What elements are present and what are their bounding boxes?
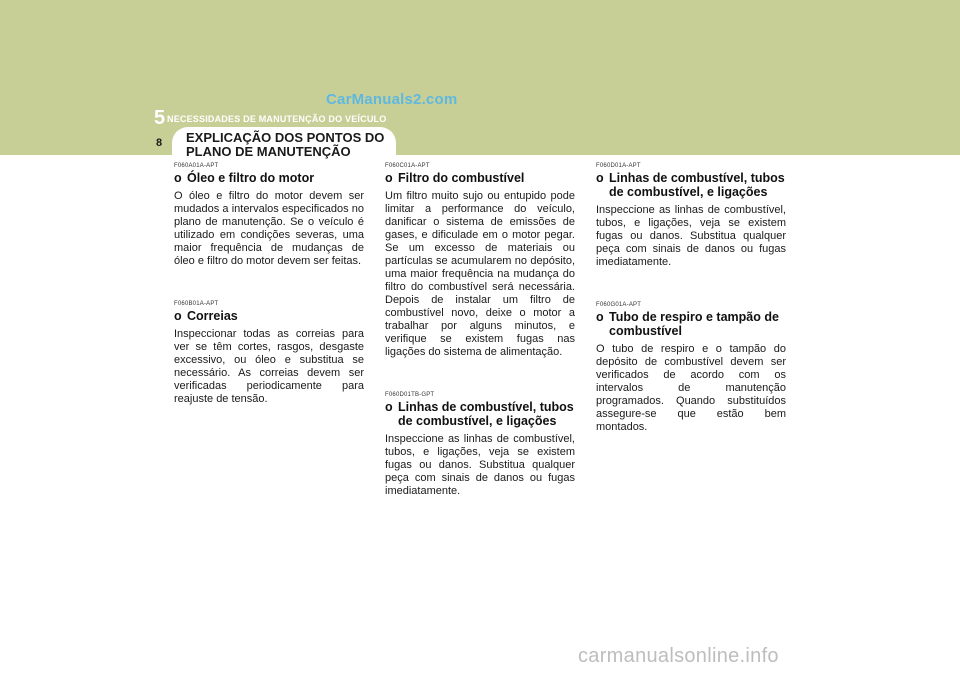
bullet-icon: o <box>174 171 182 185</box>
item-text: O tubo de respiro e o tampão do depósito de combustível devem ser verificados de acordo com os intervalos de manutenção programados. Quando substituídos assegure-se que estão bem montados. <box>596 343 786 433</box>
item-code: F060C01A-APT <box>385 163 430 169</box>
page-number: 8 <box>156 137 163 149</box>
item-heading <box>596 310 786 338</box>
bullet-icon: o <box>596 310 604 324</box>
section-title: EXPLICAÇÃO DOS PONTOS DO PLANO DE MANUTENÇÃO <box>186 130 385 159</box>
maintenance-item <box>174 301 364 406</box>
item-title: Linhas de combustível, tubos de combustível, e ligações <box>609 171 785 199</box>
column-1 <box>174 163 364 439</box>
maintenance-item <box>385 163 575 359</box>
item-text: Inspeccionar todas as correias para ver se têm cortes, rasgos, desgaste excessivo, ou óleo e substitua se necessário. As correias devem ser verificadas periodicamente para reajuste de tensão. <box>174 328 364 405</box>
column-3 <box>596 163 786 467</box>
maintenance-item <box>174 163 364 268</box>
item-text: Um filtro muito sujo ou entupido pode limitar a performance do veículo, danificar o sistema de emissões de gases, e dificulade em o motor pegar. Se um excesso de materiais ou partículas se acumularem no depósito, uma maior frequência na mudança do filtro do combustível será necessária. Depois de instalar um filtro de combustível novo, deixe o motor a trabalhar por alguns minutos, e verifique se existem fugas nas ligações do sistema de alimentação. <box>385 190 575 358</box>
bullet-icon: o <box>596 171 604 185</box>
column-2 <box>385 163 575 531</box>
maintenance-item <box>596 163 786 269</box>
item-heading <box>174 309 364 323</box>
item-code: F060A01A-APT <box>174 163 219 169</box>
bullet-icon: o <box>174 309 182 323</box>
item-title: Linhas de combustível, tubos de combustível, e ligações <box>398 400 574 428</box>
footer-watermark: carmanualsonline.info <box>578 645 779 667</box>
item-code: F060B01A-APT <box>174 301 219 307</box>
item-heading <box>385 171 575 185</box>
maintenance-item <box>596 302 786 434</box>
item-heading <box>174 171 364 185</box>
header-band <box>0 0 960 155</box>
item-title: Tubo de respiro e tampão de combustível <box>609 310 779 338</box>
watermark-link[interactable]: CarManuals2.com <box>326 91 458 108</box>
maintenance-item <box>385 392 575 498</box>
bullet-icon: o <box>385 171 393 185</box>
item-heading <box>596 171 786 199</box>
item-title: Óleo e filtro do motor <box>187 171 315 185</box>
item-text: Inspeccione as linhas de combustível, tubos, e ligações, veja se existem fugas ou danos. Substitua qualquer peça com sinais de danos ou fugas imediatamente. <box>385 433 575 497</box>
item-text: O óleo e filtro do motor devem ser mudados a intervalos especificados no plano de manutenção. Se o veículo é utilizado em condições severas, uma maior frequência de mudanças de óleo e filtro do motor devem ser feitas. <box>174 190 364 267</box>
item-code: F060D01TB-GPT <box>385 392 435 398</box>
chapter-title: NECESSIDADES DE MANUTENÇÃO DO VEÍCULO <box>167 114 387 124</box>
item-title: Filtro do combustível <box>398 171 525 185</box>
item-title: Correias <box>187 309 238 323</box>
item-code: F060D01A-APT <box>596 163 641 169</box>
bullet-icon: o <box>385 400 393 414</box>
item-text: Inspeccione as linhas de combustível, tubos, e ligações, veja se existem fugas ou danos. Substitua qualquer peça com sinais de danos ou fugas imediatamente. <box>596 204 786 268</box>
chapter-number: 5 <box>154 107 166 129</box>
item-code: F060G01A-APT <box>596 302 642 308</box>
item-heading <box>385 400 575 428</box>
